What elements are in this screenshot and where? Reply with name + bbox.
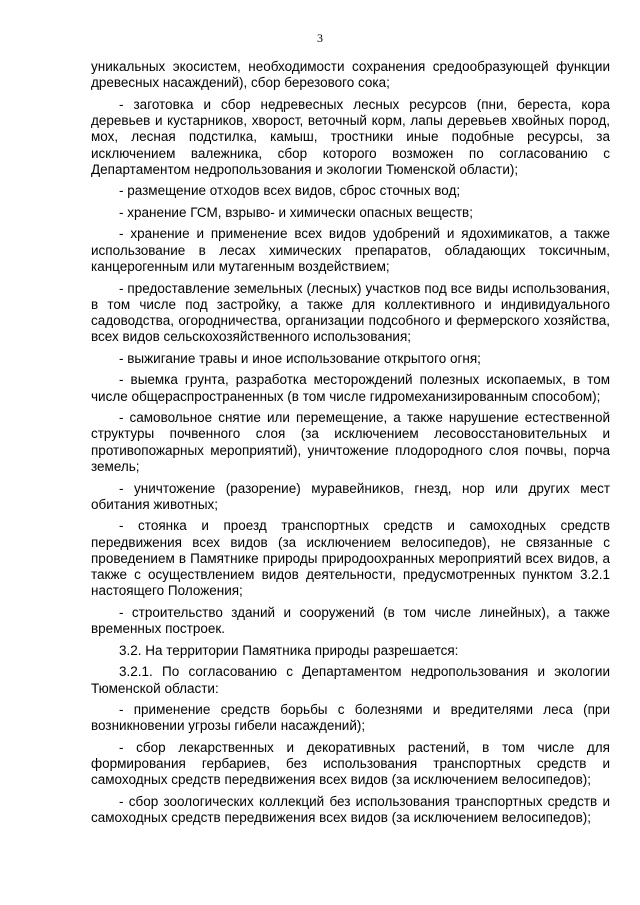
list-item-fuel-storage: - хранение ГСМ, взрыво- и химически опасных веществ;	[119, 204, 473, 220]
list-item-burning: - выжигание травы и иное использование открытого огня;	[119, 350, 481, 366]
document-body	[91, 59, 610, 832]
list-item-non-timber-resources: - заготовка и сбор недревесных лесных ресурсов (пни, береста, кора деревьев и кустарников, хворост, веточный корм, лапы деревьев хвойных пород, мох, лесная подстилка, камыш, тростники иные подобные ресурсы, за исключением валежника, сбор которого возможен по согласованию с Департаментом недропользования и экологии Тюменской области);	[91, 96, 610, 177]
list-item-plant-collection: - сбор лекарственных и декоративных растений, в том числе для формирования гербариев, без использования транспортных средств и самоходных средств передвижения всех видов (за исключением велосипедов);	[91, 739, 610, 788]
page-number: 3	[317, 31, 323, 45]
paragraph-continuation: уникальных экосистем, необходимости сохранения средообразующей функции древесных насаждений), сбор березового сока;	[91, 59, 610, 91]
list-item-land-allocation: - предоставление земельных (лесных) участков под все виды использования, в том числе под застройку, а также для коллективного и индивидуального садоводства, огородничества, организации подсобного и фермерского хозяйства, всех видов сельскохозяйственного использования;	[91, 280, 610, 345]
list-item-pest-control: - применение средств борьбы с болезнями и вредителями леса (при возникновении угрозы гибели насаждений);	[91, 702, 610, 734]
list-item-soil-removal: - самовольное снятие или перемещение, а также нарушение естественной структуры почвенного слоя (за исключением лесовосстановительных и противопожарных мероприятий), уничтожение плодородного слоя почвы, порча земель;	[91, 410, 610, 475]
list-item-waste-disposal: - размещение отходов всех видов, сброс сточных вод;	[119, 183, 461, 199]
list-item-vehicles: - стоянка и проезд транспортных средств и самоходных средств передвижения всех видов (за исключением велосипедов), не связанные с проведением в Памятнике природы природоохранных мероприятий всех видов, а также с осуществлением видов деятельности, предусмотренных пунктом 3.2.1 настоящего Положения;	[91, 518, 610, 599]
list-item-fertilizers: - хранение и применение всех видов удобрений и ядохимикатов, а также использование в лесах химических препаратов, обладающих токсичным, канцерогенным или мутагенным воздействием;	[91, 226, 610, 275]
list-item-zoological-collection: - сбор зоологических коллекций без использования транспортных средств и самоходных средств передвижения всех видов (за исключением велосипедов);	[91, 793, 610, 826]
subsection-3-2-1: 3.2.1. По согласованию с Департаментом недропользования и экологии Тюменской области:	[91, 664, 610, 696]
list-item-habitat-destruction: - уничтожение (разорение) муравейников, гнезд, нор или других мест обитания животных;	[91, 480, 610, 512]
section-heading-3-2: 3.2. На территории Памятника природы разрешается:	[119, 642, 459, 658]
list-item-construction: - строительство зданий и сооружений (в том числе линейных), а также временных построек.	[91, 604, 610, 637]
list-item-excavation: - выемка грунта, разработка месторождений полезных ископаемых, в том числе общераспространенных (в том числе гидромеханизированным способом);	[91, 372, 610, 404]
